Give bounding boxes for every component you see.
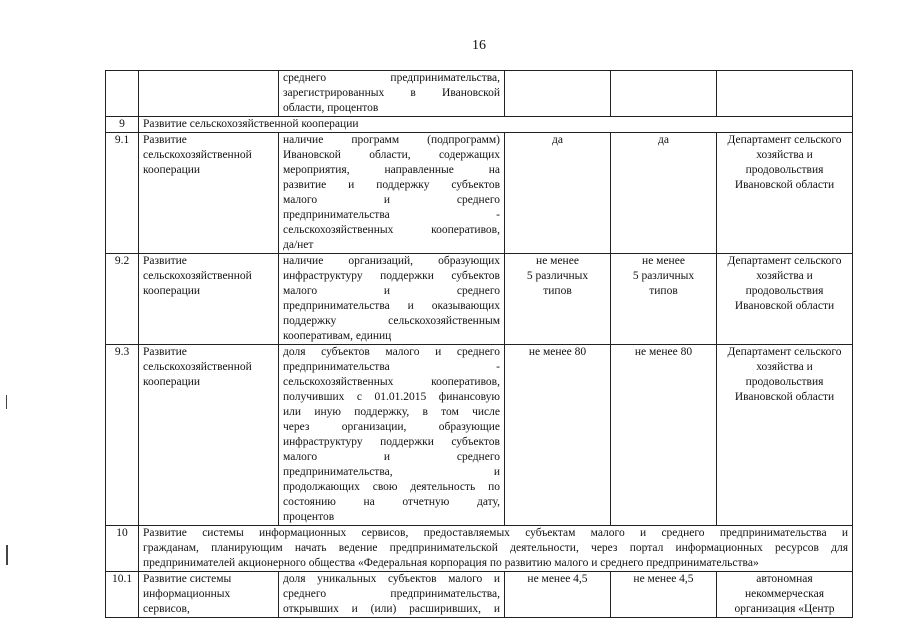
section-row: [106, 526, 853, 572]
event-name: Развитие сельскохозяйственной кооперации: [139, 133, 279, 254]
responsible-executor: Департамент сельского хозяйства и продовольствия Ивановской области: [717, 254, 853, 345]
event-name: [139, 71, 279, 117]
row-number: 9.1: [106, 133, 139, 254]
responsible-executor: Департамент сельского хозяйства и продовольствия Ивановской области: [717, 133, 853, 254]
target-value: не менее 80: [611, 345, 717, 526]
indicator-text: доля уникальных субъектов малого и среднего предпринимательства, открывших и (или) расширивших, и: [279, 572, 505, 618]
target-value: не менее 4,5: [505, 572, 611, 618]
event-name: Развитие системы информационных сервисов,: [139, 572, 279, 618]
section-row: [106, 117, 853, 133]
table-row: [106, 254, 853, 345]
target-value: не менее 5 различных типов: [505, 254, 611, 345]
table-row: [106, 133, 853, 254]
row-number: [106, 71, 139, 117]
target-value: да: [505, 133, 611, 254]
indicators-table: [105, 70, 853, 618]
row-number: 9.3: [106, 345, 139, 526]
target-value: не менее 80: [505, 345, 611, 526]
target-value: не менее 4,5: [611, 572, 717, 618]
target-value: [611, 71, 717, 117]
target-value: да: [611, 133, 717, 254]
section-number: 9: [106, 117, 139, 133]
responsible-executor: [717, 71, 853, 117]
event-name: Развитие сельскохозяйственной кооперации: [139, 345, 279, 526]
indicator-text: наличие организаций, образующих инфраструктуру поддержки субъектов малого и среднего предпринимательства и оказывающих поддержку сельскохозяйственным кооперативам, единиц: [279, 254, 505, 345]
section-title: Развитие сельскохозяйственной кооперации: [139, 117, 853, 133]
target-value: [505, 71, 611, 117]
page-number: 16: [472, 38, 486, 53]
indicator-text: среднего предпринимательства, зарегистрированных в Ивановской области, процентов: [279, 71, 505, 117]
responsible-executor: автономная некоммерческая организация «Центр: [717, 572, 853, 618]
row-number: 10.1: [106, 572, 139, 618]
table-row: [106, 71, 853, 117]
responsible-executor: Департамент сельского хозяйства и продовольствия Ивановской области: [717, 345, 853, 526]
target-value: не менее 5 различных типов: [611, 254, 717, 345]
table-row: [106, 572, 853, 618]
row-number: 9.2: [106, 254, 139, 345]
scan-artifact: [6, 395, 7, 409]
event-name: Развитие сельскохозяйственной кооперации: [139, 254, 279, 345]
section-title: Развитие системы информационных сервисов, предоставляемых субъектам малого и среднего предпринимательства и гражданам, планирующим начать ведение предпринимательской деятельности, через портал информационных ресурсов для предпринимателей акционерного общества «Федеральная корпорация по развитию малого и среднего предпринимательства»: [139, 526, 853, 572]
scan-artifact: [6, 545, 8, 565]
table-row: [106, 345, 853, 526]
indicator-text: наличие программ (подпрограмм) Ивановской области, содержащих мероприятия, направленные на развитие и поддержку субъектов малого и среднего предпринимательства - сельскохозяйственных кооперативов, да/нет: [279, 133, 505, 254]
section-number: 10: [106, 526, 139, 572]
indicator-text: доля субъектов малого и среднего предпринимательства - сельскохозяйственных кооперативов, получивших с 01.01.2015 финансовую или иную поддержку, в том числе через организации, образующие инфраструктуру поддержки субъектов малого и среднего предпринимательства, и продолжающих свою деятельность по состоянию на отчетную дату, процентов: [279, 345, 505, 526]
